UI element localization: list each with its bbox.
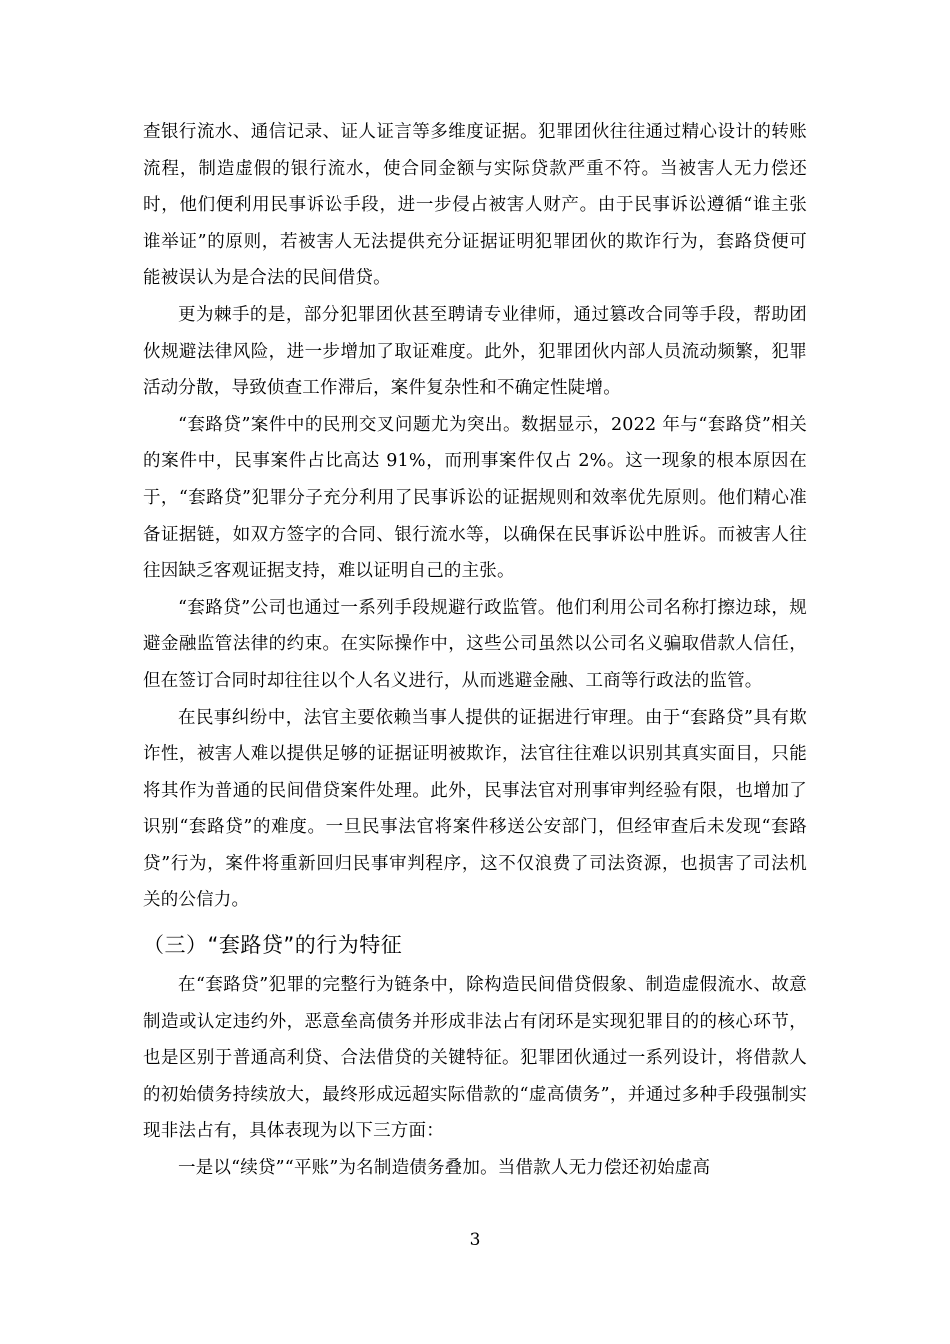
body-paragraph-3: “套路贷”案件中的民刑交叉问题尤为突出。数据显示，2022 年与“套路贷”相关的案件中，民事案件占比高达 91%，而刑事案件仅占 2%。这一现象的根本原因在于，“套路贷”犯罪分子充分利用了民事诉讼的证据规则和效率优先原则。他们精心准备证据链，如双方签字的合同、银行流水等，以确保在民事诉讼中胜诉。而被害人往往因缺乏客观证据支持，难以证明自己的主张。 [143,414,807,582]
body-paragraph-5: 在民事纠纷中，法官主要依赖当事人提供的证据进行审理。由于“套路贷”具有欺诈性，被害人难以提供足够的证据证明被欺诈，法官往往难以识别其真实面目，只能将其作为普通的民间借贷案件处理。此外，民事法官对刑事审判经验有限，也增加了识别“套路贷”的难度。一旦民事法官将案件移送公安部门，但经审查后未发现“套路贷”行为，案件将重新回归民事审判程序，这不仅浪费了司法资源，也损害了司法机关的公信力。 [143,707,807,911]
body-paragraph-6: 在“套路贷”犯罪的完整行为链条中，除构造民间借贷假象、制造虚假流水、故意制造或认定违约外，恶意垒高债务并形成非法占有闭环是实现犯罪目的的核心环节，也是区别于普通高利贷、合法借贷的关键特征。犯罪团伙通过一系列设计，将借款人的初始债务持续放大，最终形成远超实际借款的“虚高债务”，并通过多种手段强制实现非法占有，具体表现为以下三方面： [143,975,807,1142]
document-page [143,114,807,1187]
page-number: 3 [469,1230,481,1250]
section-heading: （三）“套路贷”的行为特征 [143,933,403,958]
body-paragraph-7: 一是以“续贷”“平账”为名制造债务叠加。当借款人无力偿还初始虚高 [178,1158,711,1179]
body-paragraph-4: “套路贷”公司也通过一系列手段规避行政监管。他们利用公司名称打擦边球，规避金融监管法律的约束。在实际操作中，这些公司虽然以公司名义骗取借款人信任，但在签订合同时却往往以个人名义进行，从而逃避金融、工商等行政法的监管。 [143,597,807,691]
body-paragraph-2: 更为棘手的是，部分犯罪团伙甚至聘请专业律师，通过篡改合同等手段，帮助团伙规避法律风险，进一步增加了取证难度。此外，犯罪团伙内部人员流动频繁，犯罪活动分散，导致侦查工作滞后，案件复杂性和不确定性陡增。 [143,304,807,399]
body-paragraph-1: 查银行流水、通信记录、证人证言等多维度证据。犯罪团伙往往通过精心设计的转账流程，制造虚假的银行流水，使合同金额与实际贷款严重不符。当被害人无力偿还时，他们便利用民事诉讼手段，进一步侵占被害人财产。由于民事诉讼遵循“谁主张谁举证”的原则，若被害人无法提供充分证据证明犯罪团伙的欺诈行为，套路贷便可能被误认为是合法的民间借贷。 [143,122,807,289]
